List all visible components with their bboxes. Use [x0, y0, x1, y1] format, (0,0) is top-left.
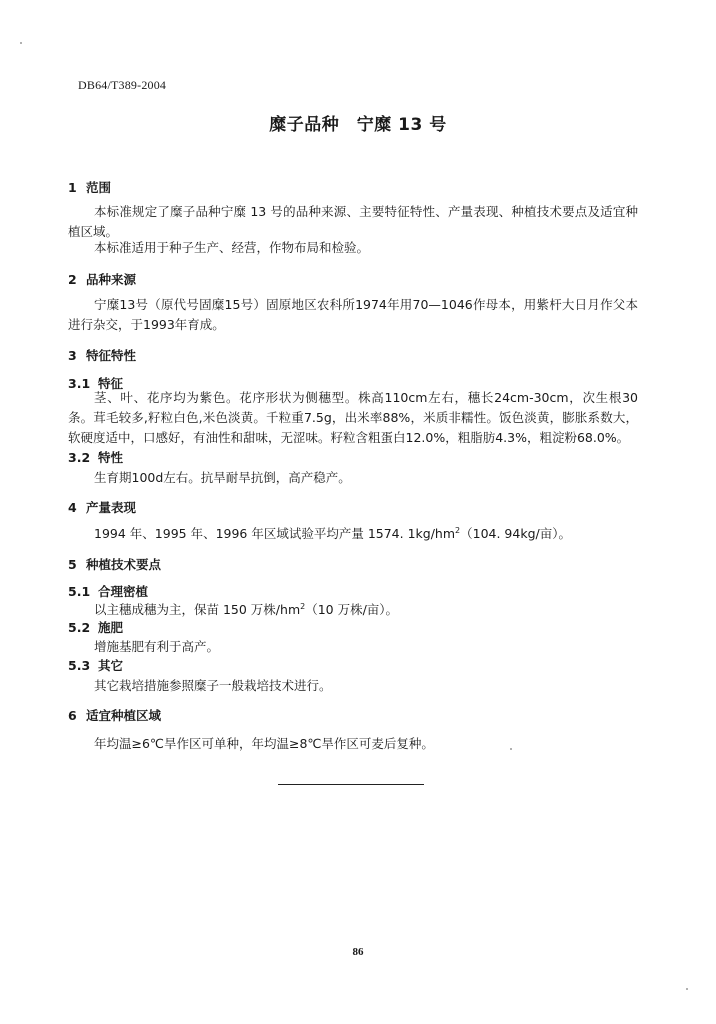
subsection-3-2-paragraph: 生育期100d左右。抗旱耐旱抗倒，高产稳产。: [94, 470, 351, 485]
end-of-text-rule: [278, 784, 424, 785]
subsection-3-2-title: 特性: [98, 450, 124, 465]
subsection-5-3-title: 其它: [98, 658, 124, 673]
section-5-number: 5: [68, 557, 77, 572]
section-4-superscript: 2: [455, 525, 461, 535]
section-2-paragraph-1: 宁糜13号（原代号固糜15号）固原地区农科所1974年用70—1046作母本，用紫杆大日月作父本进行杂交，于1993年育成。: [68, 297, 638, 332]
section-4-paragraph: [94, 524, 571, 542]
section-6-paragraph: 年均温≥6℃旱作区可单种，年均温≥8℃旱作区可麦后复种。: [94, 736, 434, 751]
subsection-3-2-heading: [68, 448, 123, 466]
section-1-paragraph-2: 本标准适用于种子生产、经营，作物布局和检验。: [94, 240, 370, 255]
section-4-text-tail: （104. 94kg/亩）。: [460, 526, 571, 541]
section-4-title: 产量表现: [86, 500, 137, 515]
subsection-3-1-number: 3.1: [68, 376, 91, 391]
subsection-5-3-paragraph: 其它栽培措施参照糜子一般栽培技术进行。: [94, 678, 332, 693]
section-3-title: 特征特性: [86, 348, 137, 363]
section-3-number: 3: [68, 348, 77, 363]
subsection-5-1-number: 5.1: [68, 584, 91, 599]
section-2-heading: [68, 270, 136, 288]
subsection-5-1-paragraph: [94, 600, 398, 618]
section-5-heading: [68, 555, 161, 573]
subsection-5-1-text-tail: （10 万株/亩）。: [305, 602, 399, 617]
subsection-5-2-title: 施肥: [98, 620, 124, 635]
section-5-title: 种植技术要点: [86, 557, 162, 572]
standard-code: DB64/T389-2004: [78, 78, 167, 92]
subsection-5-1-title: 合理密植: [98, 584, 149, 599]
section-2-number: 2: [68, 272, 77, 287]
section-4-text-main: 1994 年、1995 年、1996 年区域试验平均产量 1574. 1kg/hm: [94, 526, 456, 541]
section-6-number: 6: [68, 708, 77, 723]
section-1-heading: [68, 178, 111, 196]
section-4-number: 4: [68, 500, 77, 515]
scan-speck: [686, 988, 688, 990]
subsection-5-2-number: 5.2: [68, 620, 91, 635]
subsection-3-1-paragraph: 茎、叶、花序均为紫色。花序形状为侧穗型。株高110cm左右，穗长24cm-30cm，次生根30条。茸毛较多,籽粒白色,米色淡黄。千粒重7.5g，出米率88%，米质非糯性。饭色淡黄，膨胀系数大，软硬度适中，口感好，有油性和甜味，无涩味。籽粒含粗蛋白12.0%，粗脂肪4.3%，粗淀粉68.0%。: [68, 390, 638, 445]
subsection-5-3-heading: [68, 656, 123, 674]
scan-speck: [510, 748, 512, 750]
scan-speck: [20, 42, 22, 44]
subsection-3-2-number: 3.2: [68, 450, 91, 465]
page-number: 86: [352, 946, 364, 958]
section-4-heading: [68, 498, 136, 516]
subsection-5-1-heading: [68, 582, 148, 600]
section-1-number: 1: [68, 180, 77, 195]
section-1-paragraph-1: 本标准规定了糜子品种宁糜 13 号的品种来源、主要特征特性、产量表现、种植技术要点及适宜种植区域。: [68, 204, 638, 239]
section-6-heading: [68, 706, 161, 724]
subsection-5-2-heading: [68, 618, 123, 636]
subsection-5-1-superscript: 2: [300, 601, 306, 611]
subsection-5-3-number: 5.3: [68, 658, 91, 673]
section-6-title: 适宜种植区域: [86, 708, 162, 723]
subsection-5-1-text-main: 以主穗成穗为主，保苗 150 万株/hm: [94, 602, 301, 617]
subsection-3-1-title: 特征: [98, 376, 124, 391]
section-2-title: 品种来源: [86, 272, 137, 287]
section-3-heading: [68, 346, 136, 364]
subsection-5-2-paragraph: 增施基肥有利于高产。: [94, 639, 220, 654]
document-title: 糜子品种 宁糜 13 号: [269, 115, 447, 135]
section-1-title: 范围: [86, 180, 112, 195]
